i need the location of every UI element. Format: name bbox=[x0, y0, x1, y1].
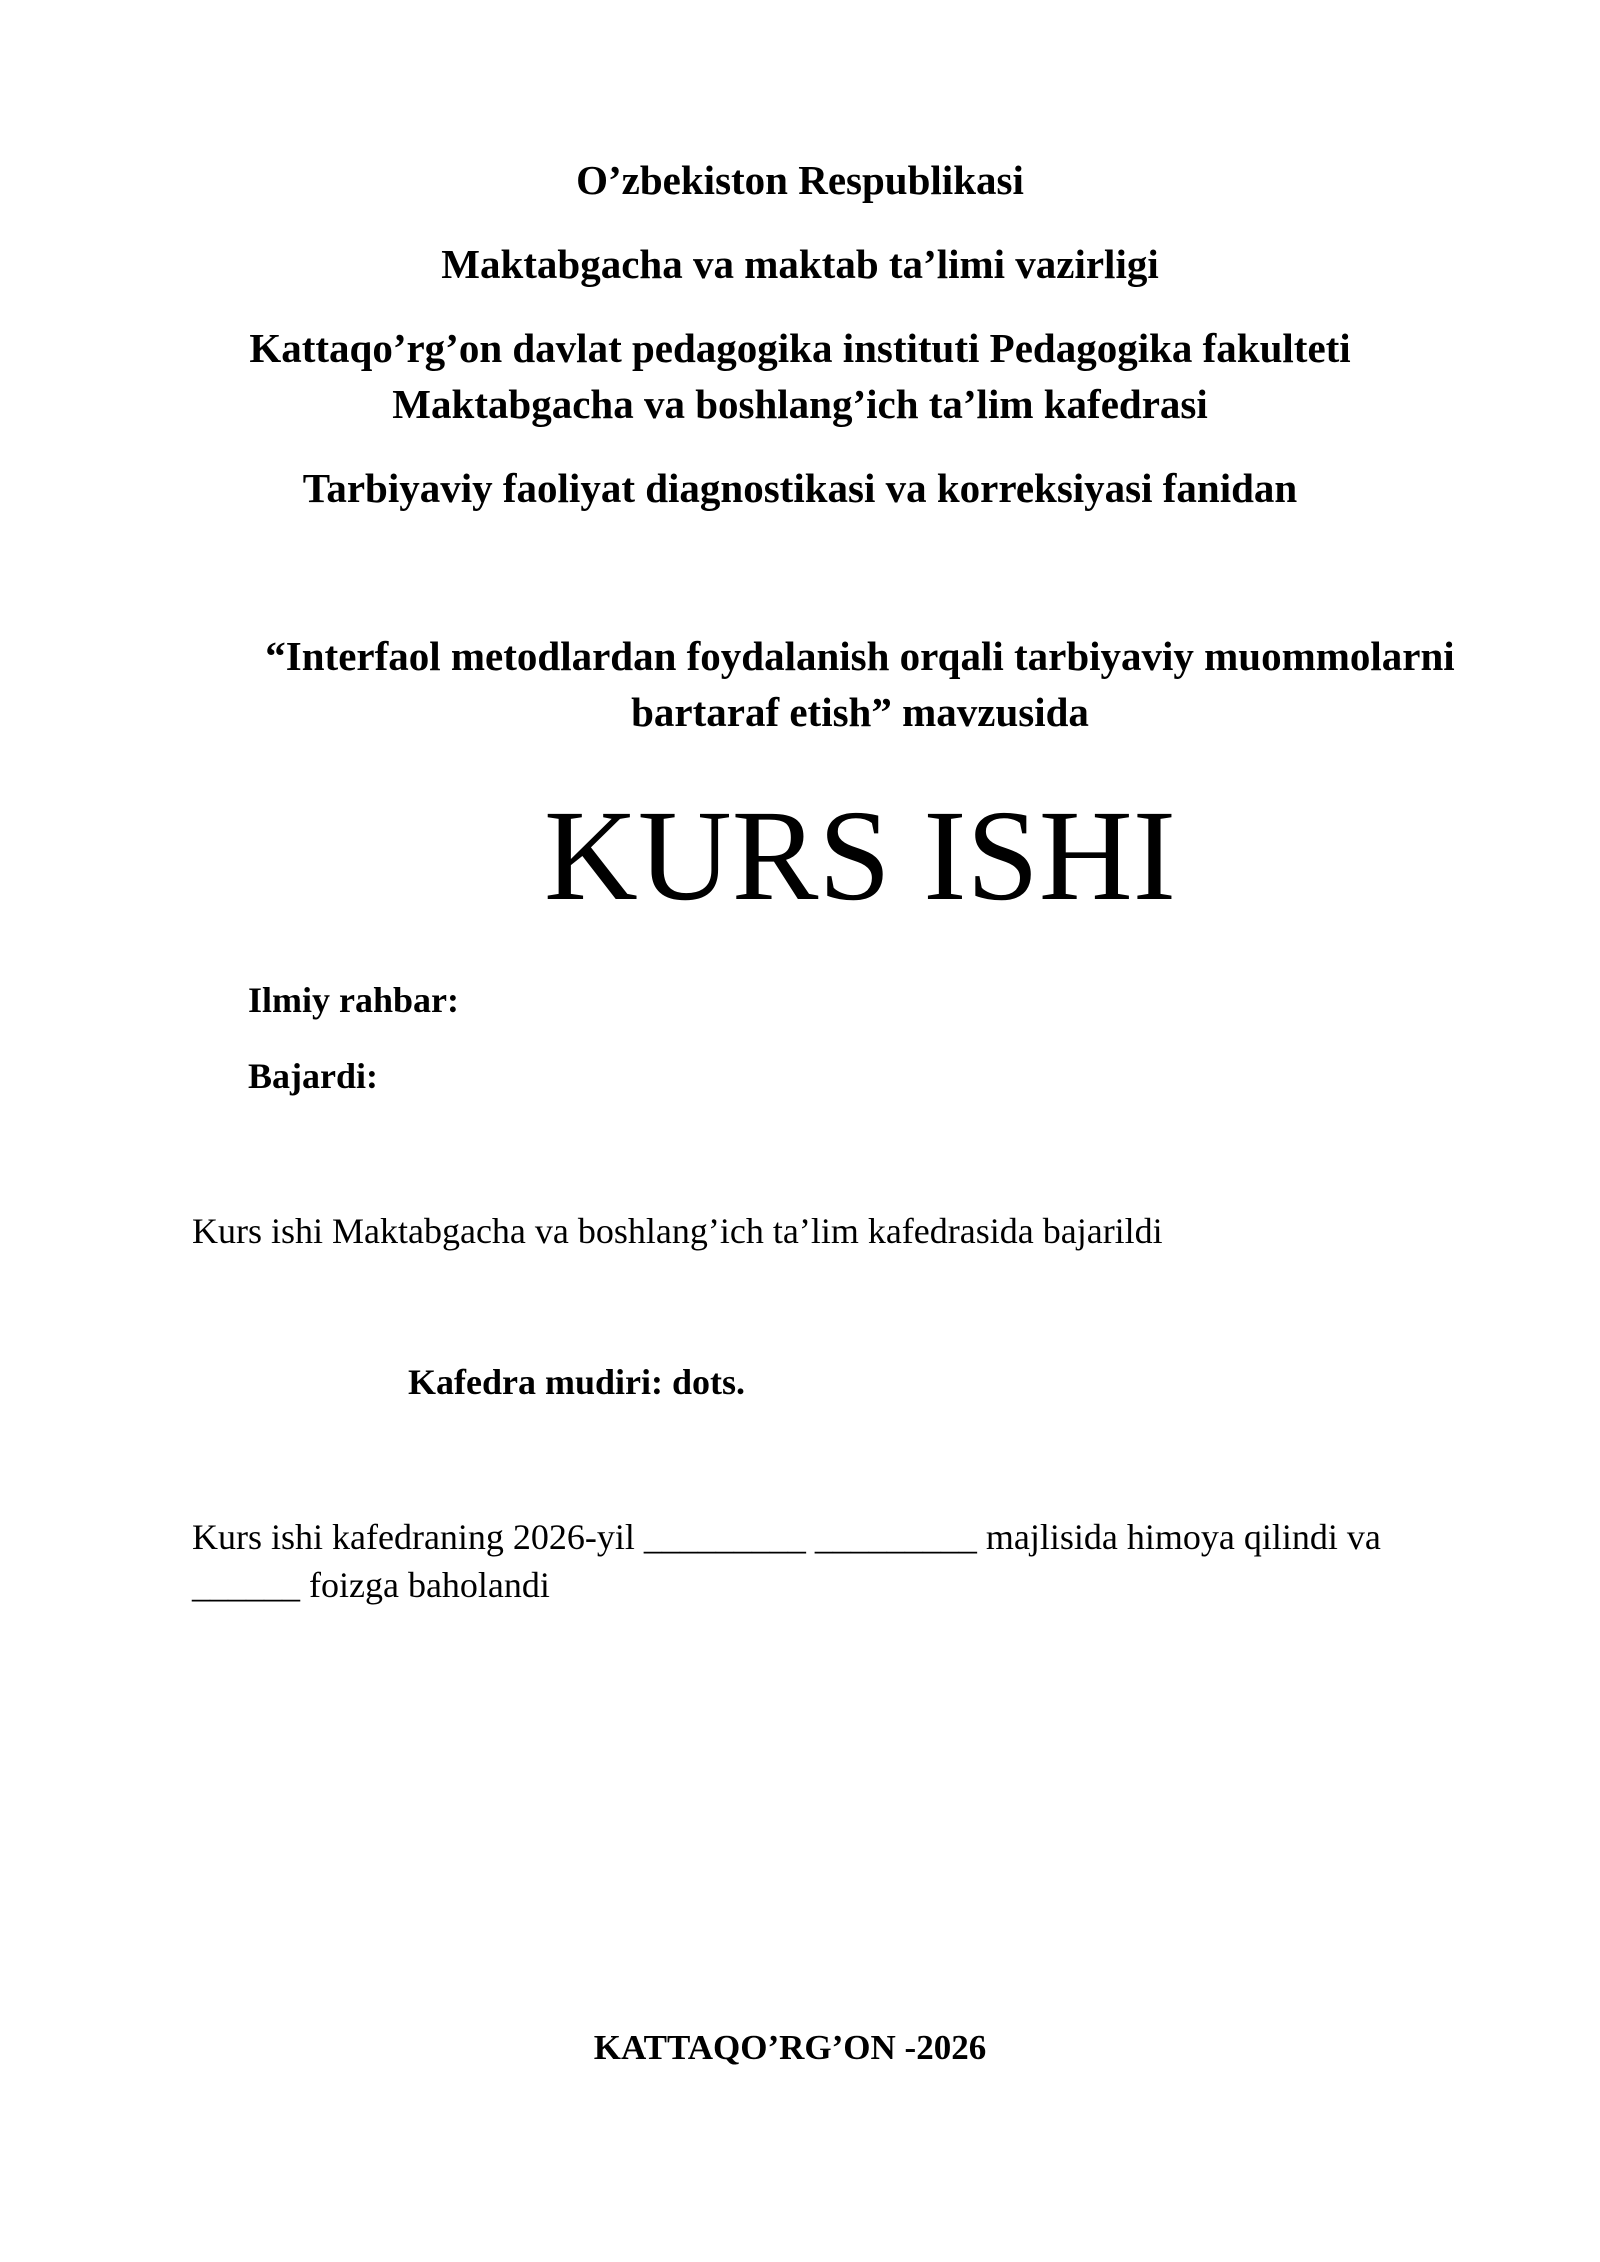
head-of-department: Kafedra mudiri: dots. bbox=[408, 1362, 745, 1402]
city-year-footer: KATTAQO’RG’ON -2026 bbox=[593, 2028, 987, 2067]
institute-heading: Kattaqo’rg’on davlat pedagogika instituti Pedagogika fakulteti bbox=[249, 325, 1351, 371]
performer-label: Bajardi: bbox=[248, 1056, 378, 1096]
topic-line-1: “Interfaol metodlardan foydalanish orqali tarbiyaviy muommolarni bbox=[265, 633, 1455, 679]
defense-note-line-2: ______ foizga baholandi bbox=[192, 1565, 550, 1605]
supervisor-label: Ilmiy rahbar: bbox=[248, 980, 459, 1020]
defense-note-line-1: Kurs ishi kafedraning 2026-yil _________ _________ majlisida himoya qilindi va bbox=[192, 1517, 1381, 1557]
republic-heading: O’zbekiston Respublikasi bbox=[576, 157, 1024, 203]
ministry-heading: Maktabgacha va maktab ta’limi vazirligi bbox=[441, 241, 1159, 287]
subject-heading: Tarbiyaviy faoliyat diagnostikasi va korreksiyasi fanidan bbox=[302, 465, 1298, 511]
completion-note: Kurs ishi Maktabgacha va boshlang’ich ta’lim kafedrasida bajarildi bbox=[192, 1211, 1163, 1251]
department-heading: Maktabgacha va boshlang’ich ta’lim kafedrasi bbox=[392, 381, 1208, 427]
document-title: KURS ISHI bbox=[543, 784, 1177, 928]
topic-line-2: bartaraf etish” mavzusida bbox=[631, 689, 1089, 735]
